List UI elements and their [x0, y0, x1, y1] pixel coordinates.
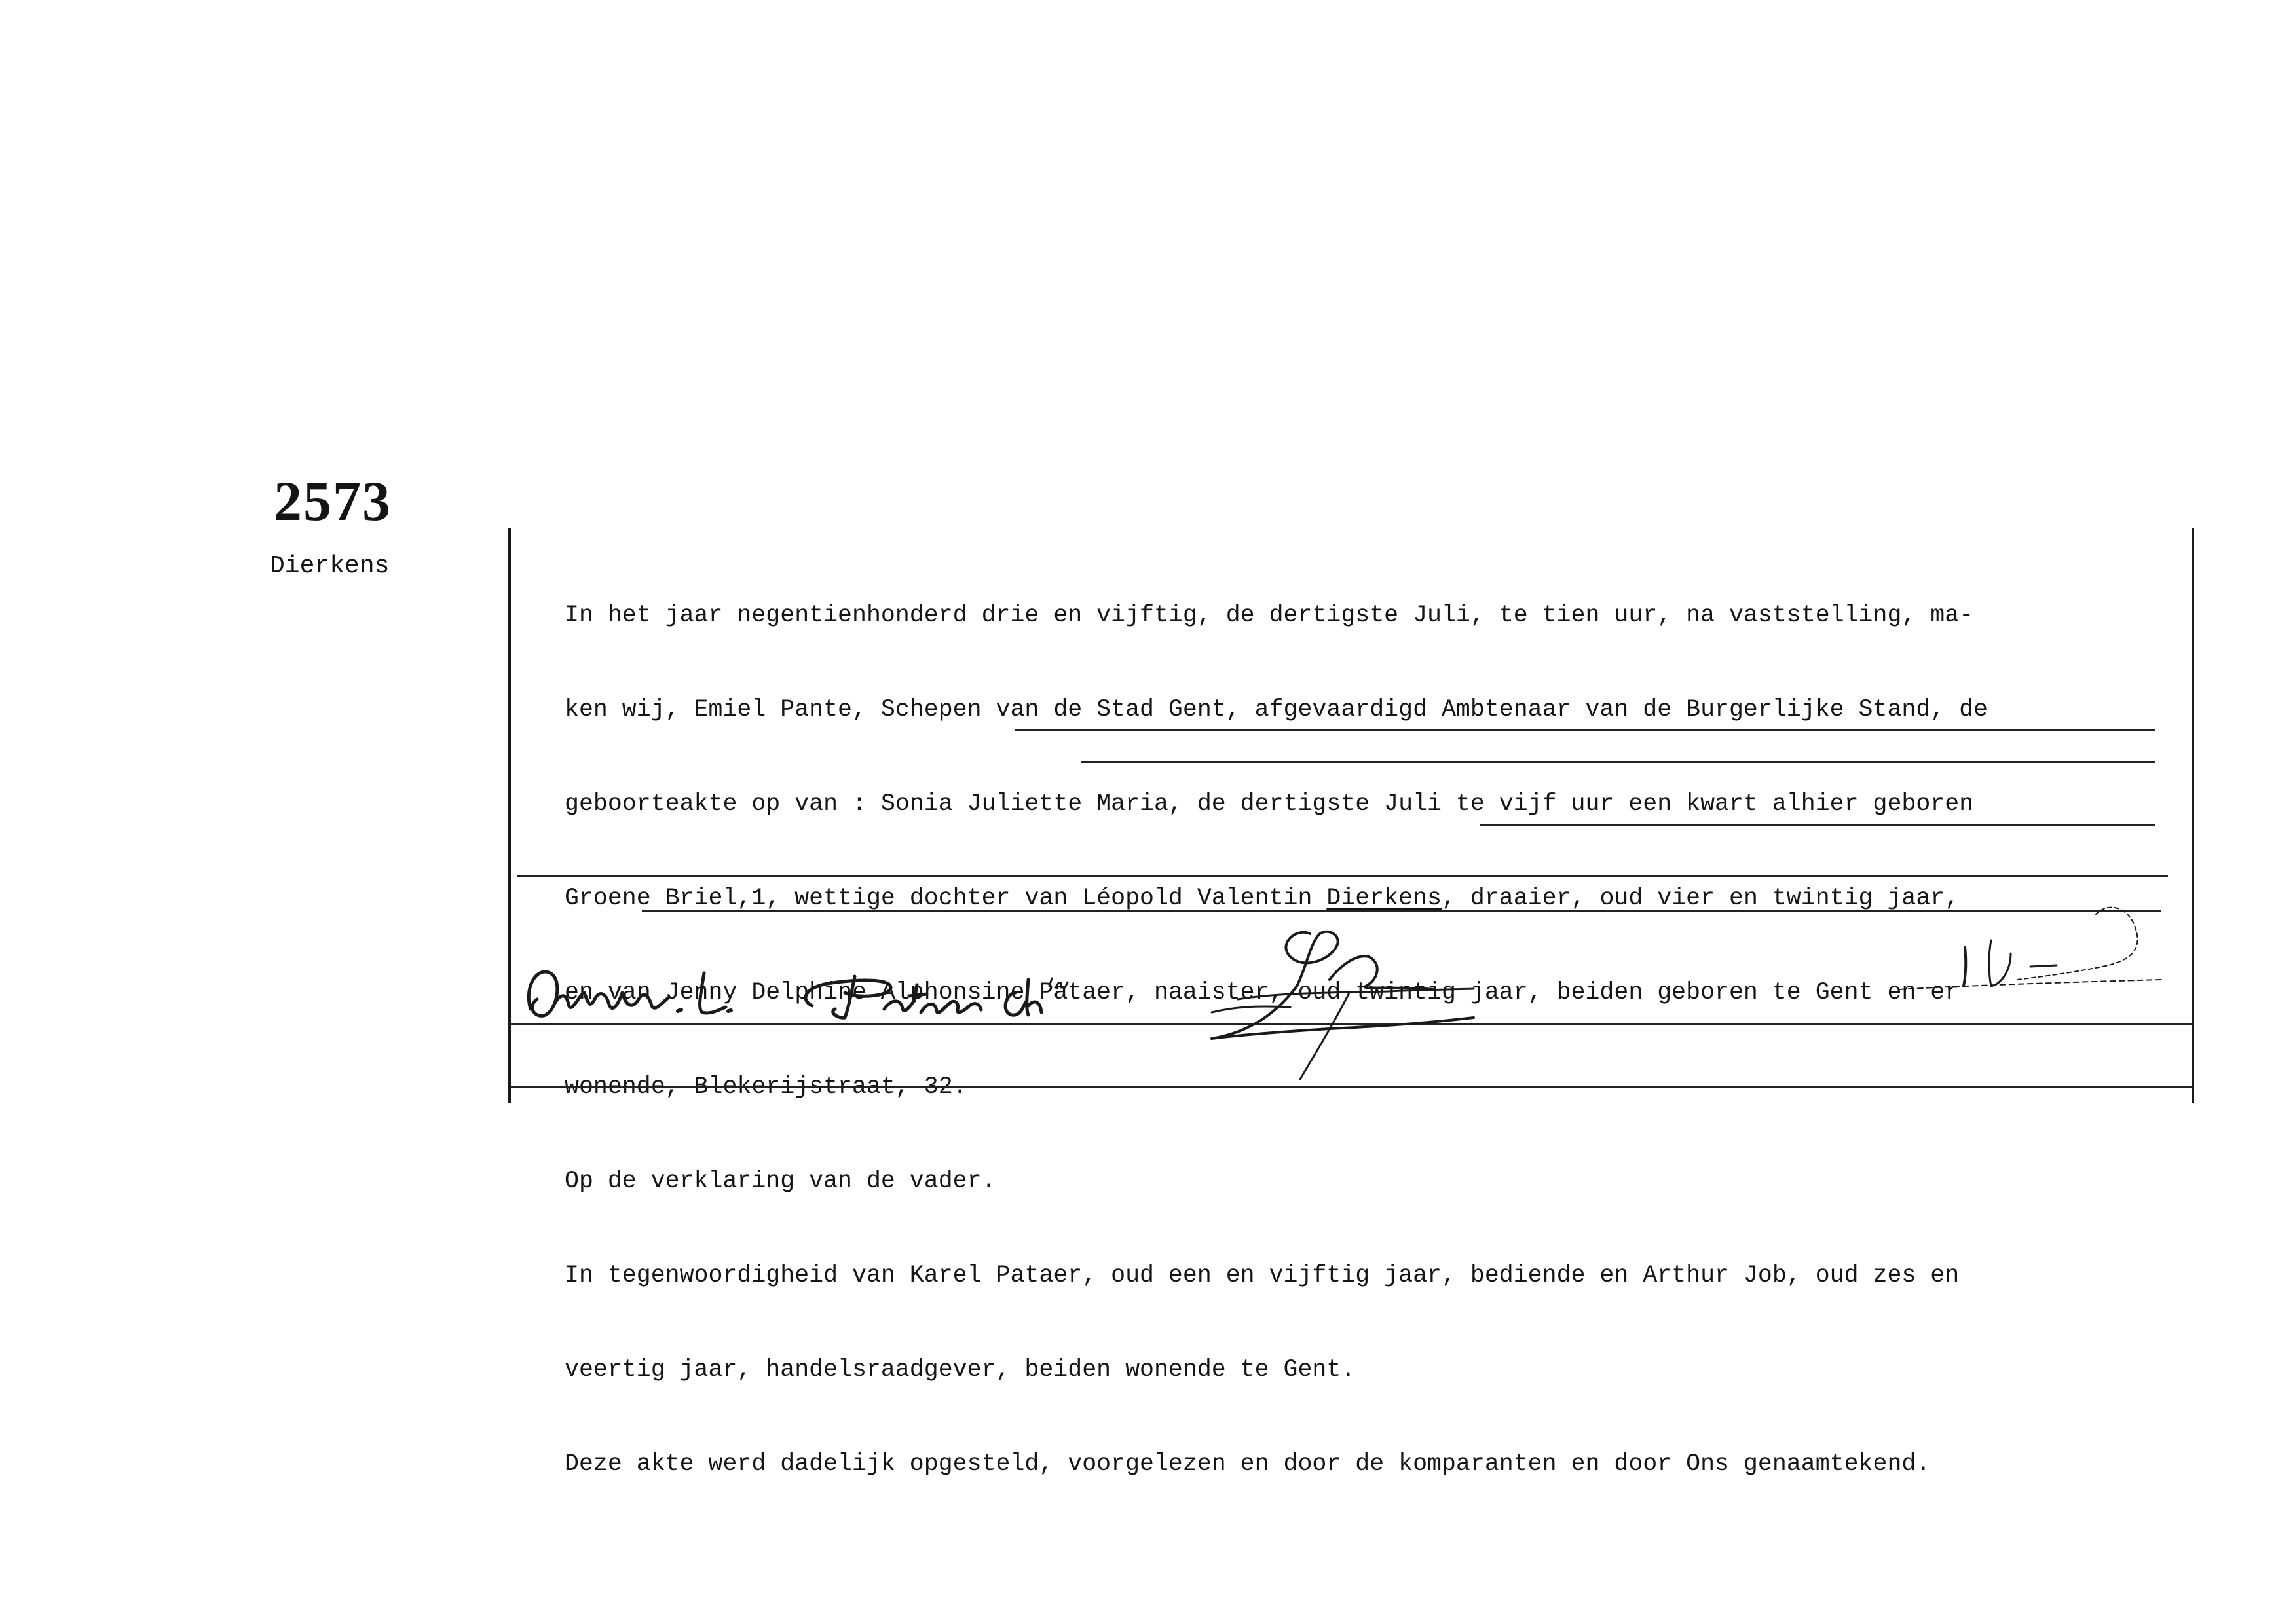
record-line-6: wonende, Blekerijstraat, 32. — [565, 1073, 967, 1100]
record-line-10: Deze akte werd dadelijk opgesteld, voorgelezen en door de komparanten en door Ons genaamtekend. — [565, 1450, 1931, 1477]
signature-pataer — [793, 947, 1081, 1032]
signature-dierkens — [517, 947, 753, 1032]
fill-line-2 — [1081, 761, 2155, 763]
record-line-8: In tegenwoordigheid van Karel Pataer, oud een en vijftig jaar, bediende en Arthur Job, oud zes en — [565, 1262, 1960, 1289]
record-line-5: en van Jenny Delphine Alphonsine Pataer, naaister, oud twintig jaar, beiden geboren te Gent en er — [565, 979, 1960, 1006]
record-line-7: Op de verklaring van de vader. — [565, 1168, 996, 1194]
record-line-9: veertig jaar, handelsraadgever, beiden wonende te Gent. — [565, 1356, 1356, 1383]
record-line-4-end: , draaier, oud vier en twintig jaar, — [1441, 885, 1960, 912]
fill-line-1 — [1015, 729, 2155, 731]
record-line-4-start: Groene Briel,1, wettige dochter van Léopold Valentin — [565, 885, 1327, 912]
signature-official-1 — [1199, 908, 1526, 1084]
signature-official-2 — [1795, 868, 2188, 999]
record-line-3: geboorteakte op van : Sonia Juliette Maria, de dertigste Juli te vijf uur een kwart alhier geboren — [565, 790, 1974, 817]
act-number: 2573 — [274, 470, 392, 532]
record-line-2: ken wij, Emiel Pante, Schepen van de Stad Gent, afgevaardigd Ambtenaar van de Burgerlijke Stand, de — [565, 696, 1988, 723]
margin-surname: Dierkens — [270, 552, 390, 580]
record-line-1: In het jaar negentienhonderd drie en vijftig, de dertigste Juli, te tien uur, na vaststelling, ma- — [565, 602, 1974, 629]
bottom-rule — [511, 1086, 2192, 1088]
record-frame — [508, 528, 2194, 1477]
fill-line-3 — [1480, 824, 2155, 826]
father-surname: Dierkens — [1326, 885, 1442, 912]
